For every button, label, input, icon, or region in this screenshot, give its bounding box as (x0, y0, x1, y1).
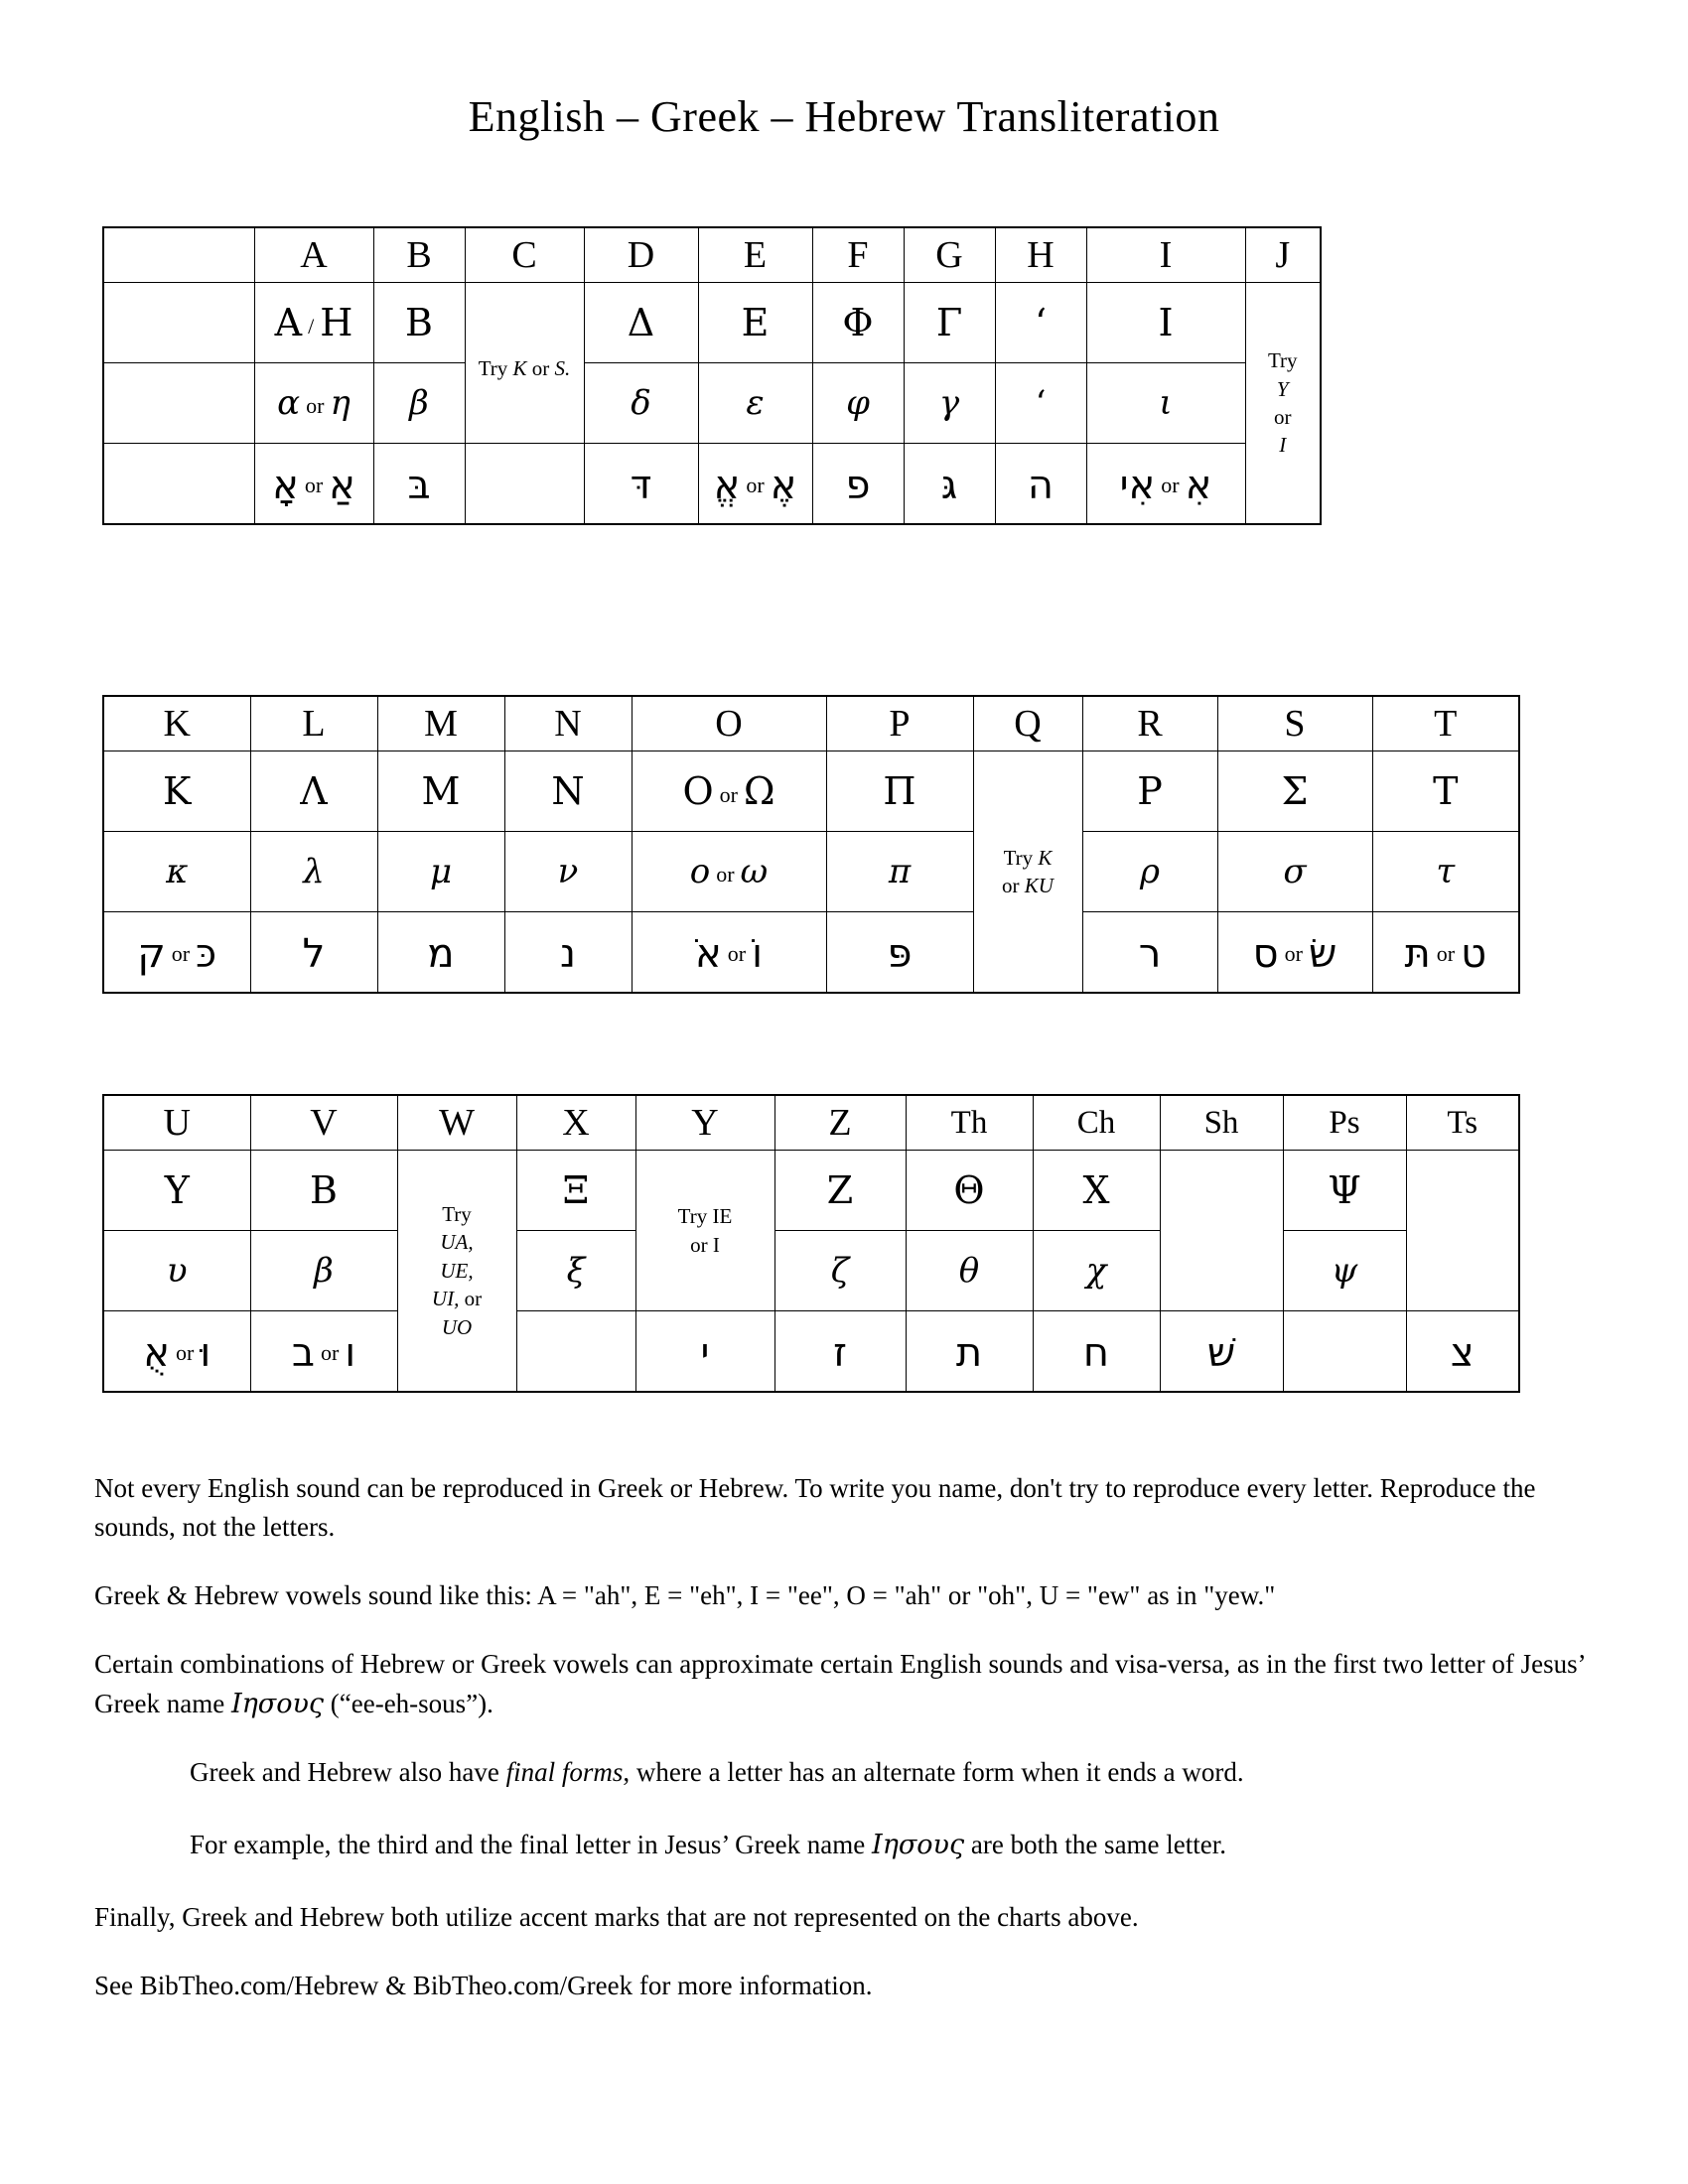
note-cell-q (973, 751, 1082, 994)
note-line: UI, or (431, 1287, 483, 1311)
header-cell: F (812, 227, 904, 283)
glyph-cell (1372, 912, 1519, 994)
note-text: Try K or S. (478, 355, 571, 380)
glyph: מ (427, 931, 455, 977)
glyph: כּ (196, 931, 217, 977)
glyph-cell (906, 1231, 1033, 1311)
glyph-cell (826, 832, 973, 912)
glyph-cell (504, 912, 632, 994)
glyph-cell (1160, 1311, 1283, 1393)
glyph: ח (1082, 1330, 1110, 1376)
greek-name: Ιησους (230, 1688, 325, 1719)
glyph-cell (584, 363, 698, 444)
paragraph-text: Greek and Hebrew also have (190, 1756, 506, 1787)
glyph: אֱ (713, 463, 741, 508)
table-row (103, 751, 1519, 832)
table-3 (102, 1094, 1520, 1393)
row-label-line: Uncials (144, 324, 214, 348)
transliteration-table-2 (102, 695, 1520, 994)
glyph: α (277, 383, 301, 423)
glyph-cell (1406, 1311, 1519, 1393)
separator: or (171, 941, 191, 966)
header-cell: D (584, 227, 698, 283)
glyph-cell (812, 363, 904, 444)
header-cell: T (1372, 696, 1519, 751)
glyph: Ο (682, 768, 714, 813)
glyph: Τ (1433, 768, 1459, 813)
glyph: Φ (842, 300, 874, 344)
glyph: τ (1436, 852, 1456, 891)
glyph: גּ (940, 463, 958, 508)
table-row (103, 832, 1519, 912)
glyph: β (409, 383, 429, 423)
paragraph-text: Certain combinations of Hebrew or Greek vowels can approximate certain English sounds and visa-versa, as in the first two letter of Jesus’ Greek name (94, 1649, 1585, 1718)
glyph-cell (812, 444, 904, 525)
note-line: I (1279, 433, 1287, 458)
glyph: γ (938, 383, 960, 423)
glyph: ʻ (1035, 383, 1047, 423)
glyph-cell (103, 1311, 250, 1393)
glyph-cell (250, 1231, 397, 1311)
note-paragraph-3 (94, 1645, 1594, 1722)
paragraph-text: (“ee-eh-sous”). (324, 1688, 493, 1718)
separator: or (719, 781, 738, 807)
glyph: אֹ (695, 931, 722, 977)
glyph: ρ (1140, 852, 1160, 891)
separator: or (320, 1340, 340, 1365)
glyph: ο (689, 852, 711, 891)
table-row (103, 283, 1321, 363)
glyph-cell (995, 444, 1086, 525)
glyph-cell (1033, 1231, 1160, 1311)
glyph-cell (826, 912, 973, 994)
glyph-cell (250, 1151, 397, 1231)
glyph-cell (1033, 1151, 1160, 1231)
glyph-cell (1217, 832, 1372, 912)
glyph-cell (826, 751, 973, 832)
glyph: A (274, 300, 303, 344)
glyph: H (320, 300, 353, 344)
glyph-cell (1086, 444, 1245, 525)
glyph: וֹ (752, 931, 763, 977)
table-row (103, 696, 1519, 751)
glyph-cell (254, 444, 373, 525)
glyph: אָ (272, 463, 299, 508)
glyph: ט (1461, 931, 1487, 977)
header-cell: L (250, 696, 377, 751)
glyph: ל (302, 931, 326, 977)
glyph-cell (1283, 1231, 1406, 1311)
header-cell: Q (973, 696, 1082, 751)
header-cell: Ch (1033, 1095, 1160, 1151)
glyph: Ε (741, 300, 770, 344)
glyph: ר (1138, 931, 1162, 977)
header-cell: Y (635, 1095, 774, 1151)
note-paragraph-2: Greek & Hebrew vowels sound like this: A = "ah", E = "eh", I = "ee", O = "ah" or "oh", U = "ew" as in "yew." (94, 1580, 1276, 1611)
header-cell: S (1217, 696, 1372, 751)
glyph: Ζ (826, 1167, 854, 1212)
emphasis-final-forms: final forms (505, 1756, 624, 1787)
glyph-cell (250, 751, 377, 832)
glyph: ζ (830, 1251, 850, 1291)
glyph: Ξ (562, 1167, 590, 1212)
table-2 (102, 695, 1520, 994)
header-cell: A (254, 227, 373, 283)
glyph-cell (254, 283, 373, 363)
table-row (103, 1231, 1519, 1311)
glyph: ז (833, 1330, 847, 1376)
glyph-cell (504, 751, 632, 832)
table-row (103, 1151, 1519, 1231)
glyph: פּ (887, 931, 913, 977)
glyph: χ (1085, 1251, 1107, 1291)
glyph: Ψ (1328, 1167, 1361, 1212)
glyph-cell (906, 1151, 1033, 1231)
greek-name: Ιησους (872, 1829, 965, 1860)
glyph: Σ (1281, 768, 1309, 813)
glyph-cell (698, 444, 812, 525)
header-cell: X (516, 1095, 635, 1151)
paragraph-text: , where a letter has an alternate form when it ends a word. (623, 1756, 1244, 1787)
glyph-cell (812, 283, 904, 363)
header-cell: O (632, 696, 826, 751)
separator: or (306, 393, 325, 419)
note-line: or KU (1002, 874, 1054, 897)
glyph-cell (377, 751, 504, 832)
glyph-cell-empty (516, 1311, 635, 1393)
glyph: תּ (1404, 931, 1431, 977)
note-text (1246, 346, 1321, 459)
note-line: Y (1276, 376, 1289, 401)
note-line: Try K (1003, 845, 1053, 870)
header-cell: Ts (1406, 1095, 1519, 1151)
glyph: Μ (421, 768, 461, 813)
glyph-cell (1283, 1151, 1406, 1231)
glyph: ε (746, 383, 765, 423)
glyph-cell (1372, 751, 1519, 832)
glyph: ι (1159, 383, 1173, 423)
glyph-cell (906, 1311, 1033, 1393)
glyph-cell (103, 751, 250, 832)
glyph-cell (516, 1151, 635, 1231)
header-cell: Ps (1283, 1095, 1406, 1151)
note-cell-c (465, 283, 584, 444)
row-label-hebrew: Hebrew (103, 444, 254, 525)
glyph-cell (584, 444, 698, 525)
glyph-cell (373, 363, 465, 444)
glyph-cell (774, 1231, 906, 1311)
separator: or (1161, 473, 1180, 497)
glyph-cell (1086, 363, 1245, 444)
header-cell: C (465, 227, 584, 283)
note-cell-j (1245, 283, 1321, 525)
glyph-cell (1372, 832, 1519, 912)
glyph-cell (584, 283, 698, 363)
row-label-greek-miniscules (103, 363, 254, 444)
glyph: B (405, 300, 433, 344)
glyph: ב (291, 1330, 315, 1376)
glyph: אַ (329, 463, 355, 508)
glyph: σ (1283, 852, 1307, 891)
glyph: φ (846, 383, 870, 423)
glyph-cell (995, 363, 1086, 444)
note-line: Try (442, 1202, 472, 1227)
header-cell: N (504, 696, 632, 751)
glyph-cell (103, 1151, 250, 1231)
header-cell: M (377, 696, 504, 751)
note-line: Try (1267, 348, 1298, 373)
glyph: Υ (164, 1167, 190, 1212)
glyph-cell (373, 444, 465, 525)
glyph: אֶ (770, 463, 797, 508)
transliteration-table-1 (102, 226, 1322, 525)
note-line: Try IE (677, 1204, 733, 1229)
glyph: פ (845, 463, 871, 508)
glyph: κ (166, 852, 189, 891)
note-paragraph-1: Not every English sound can be reproduced in Greek or Hebrew. To write you name, don't try to reproduce every letter. Reproduce the sounds, not the letters. (94, 1473, 1536, 1543)
note-line: UE, (440, 1258, 474, 1283)
glyph-cell (698, 283, 812, 363)
note-line: UA, (440, 1230, 474, 1255)
row-label-english: English (103, 227, 254, 283)
glyph: שׁ (1206, 1330, 1236, 1376)
table-row (103, 444, 1321, 525)
glyph: Ω (743, 768, 775, 813)
note-paragraph-6: Finally, Greek and Hebrew both utilize accent marks that are not represented on the charts above. (94, 1901, 1139, 1932)
glyph: שׂ (1308, 931, 1337, 977)
note-text (398, 1200, 516, 1341)
glyph: י (700, 1330, 710, 1376)
glyph: λ (303, 852, 325, 891)
glyph: אִ (1185, 463, 1212, 508)
glyph-cell (995, 283, 1086, 363)
glyph-cell (1033, 1311, 1160, 1393)
note-cell-y (635, 1151, 774, 1311)
glyph-cell-empty (1283, 1311, 1406, 1393)
glyph-cell (377, 912, 504, 994)
notes-section (94, 1469, 1594, 2035)
note-text (974, 844, 1082, 900)
glyph-cell (698, 363, 812, 444)
row-label-line: Miniscules (128, 404, 229, 429)
note-line: UO (441, 1314, 473, 1339)
glyph: אִי (1119, 463, 1156, 508)
table-1 (102, 226, 1322, 525)
glyph-cell (103, 832, 250, 912)
glyph: Δ (627, 300, 655, 344)
table-row (103, 363, 1321, 444)
glyph: Χ (1082, 1167, 1110, 1212)
glyph-cell (1082, 832, 1217, 912)
glyph: דּ (630, 463, 652, 508)
header-cell: Z (774, 1095, 906, 1151)
table-row (103, 912, 1519, 994)
glyph: Ρ (1137, 768, 1163, 813)
header-cell: H (995, 227, 1086, 283)
glyph-cell (1082, 751, 1217, 832)
glyph: צ (1450, 1330, 1475, 1376)
header-cell: K (103, 696, 250, 751)
row-label-greek-uncials (103, 283, 254, 363)
glyph: וּ (200, 1330, 211, 1376)
glyph-cell (373, 283, 465, 363)
note-line: or (1274, 405, 1292, 429)
glyph: Θ (953, 1167, 985, 1212)
glyph-cell (250, 1311, 397, 1393)
glyph-cell (1082, 912, 1217, 994)
header-cell: Sh (1160, 1095, 1283, 1151)
paragraph-text: are both the same letter. (964, 1829, 1227, 1859)
row-label-line: Greek (151, 295, 208, 321)
glyph: ו (345, 1330, 356, 1376)
glyph: μ (429, 852, 453, 891)
page-title: English – Greek – Hebrew Transliteration (468, 92, 1220, 141)
glyph: ק (137, 931, 166, 977)
header-cell: G (904, 227, 995, 283)
note-paragraph-5 (94, 1826, 1594, 1864)
glyph: π (888, 852, 912, 891)
paragraph-text: For example, the third and the final letter in Jesus’ Greek name (190, 1829, 873, 1859)
header-cell: J (1245, 227, 1321, 283)
glyph: ω (740, 852, 769, 891)
glyph: β (314, 1251, 334, 1291)
glyph-cell-empty (1406, 1151, 1519, 1311)
glyph: υ (166, 1251, 188, 1291)
glyph-cell (250, 912, 377, 994)
glyph: Λ (300, 768, 328, 813)
separator: or (716, 862, 735, 887)
header-cell: W (397, 1095, 516, 1151)
table-row (103, 1311, 1519, 1393)
glyph-cell (632, 912, 826, 994)
glyph-cell (250, 832, 377, 912)
separator: or (727, 941, 747, 966)
separator: / (308, 313, 315, 339)
glyph-cell (1086, 283, 1245, 363)
header-cell: U (103, 1095, 250, 1151)
row-label-line: Greek (151, 375, 208, 401)
glyph-cell (516, 1231, 635, 1311)
glyph-cell (904, 363, 995, 444)
glyph-cell (504, 832, 632, 912)
separator: or (304, 473, 324, 497)
header-cell: E (698, 227, 812, 283)
separator: or (176, 1340, 195, 1365)
glyph: ξ (566, 1251, 586, 1291)
header-cell: B (373, 227, 465, 283)
table-row (103, 227, 1321, 283)
glyph: Κ (163, 768, 192, 813)
glyph-cell (774, 1311, 906, 1393)
note-paragraph-7: See BibTheo.com/Hebrew & BibTheo.com/Greek for more information. (94, 1971, 873, 2001)
glyph: θ (958, 1251, 980, 1291)
header-cell: R (1082, 696, 1217, 751)
header-cell: I (1086, 227, 1245, 283)
glyph: Β (310, 1167, 338, 1212)
glyph: אֻ (143, 1330, 170, 1376)
glyph: η (330, 383, 351, 423)
glyph-cell (103, 1231, 250, 1311)
note-paragraph-4 (94, 1753, 1594, 1792)
separator: or (1436, 941, 1456, 966)
transliteration-table-3 (102, 1094, 1520, 1393)
header-cell: V (250, 1095, 397, 1151)
glyph-cell (377, 832, 504, 912)
table-row (103, 1095, 1519, 1151)
glyph: ʻ (1034, 300, 1048, 344)
glyph-cell (904, 444, 995, 525)
glyph: ת (955, 1330, 983, 1376)
glyph: נ (559, 931, 576, 977)
header-cell: Th (906, 1095, 1033, 1151)
glyph: Γ (935, 300, 963, 344)
glyph: δ (631, 383, 651, 423)
note-text (636, 1202, 774, 1259)
note-cell-w (397, 1151, 516, 1393)
glyph: ψ (1331, 1251, 1358, 1291)
glyph: בּ (407, 463, 431, 508)
glyph-cell (1217, 912, 1372, 994)
glyph-cell-empty (465, 444, 584, 525)
separator: or (746, 473, 765, 497)
glyph-cell (632, 751, 826, 832)
glyph: Ν (551, 768, 585, 813)
glyph-cell-empty (1160, 1151, 1283, 1311)
glyph-cell (254, 363, 373, 444)
glyph-cell (774, 1151, 906, 1231)
glyph: Π (883, 768, 916, 813)
glyph: ס (1252, 931, 1279, 977)
glyph: ν (557, 852, 579, 891)
glyph: Ι (1158, 300, 1174, 344)
glyph-cell (1217, 751, 1372, 832)
separator: or (1284, 941, 1303, 966)
glyph-cell (103, 912, 250, 994)
note-line: or I (690, 1232, 720, 1257)
glyph-cell (904, 283, 995, 363)
glyph: ה (1027, 463, 1055, 508)
glyph-cell (632, 832, 826, 912)
glyph-cell (635, 1311, 774, 1393)
header-cell: P (826, 696, 973, 751)
